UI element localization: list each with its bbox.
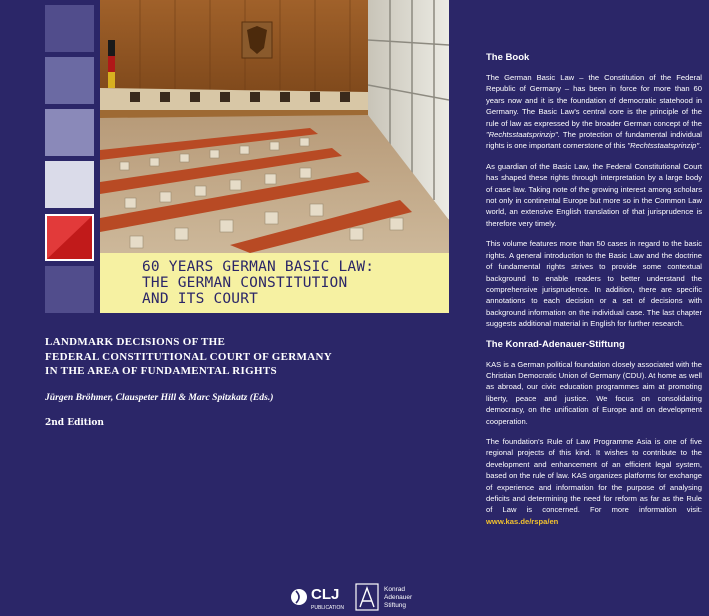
title-line-3: AND ITS COURT [142,291,259,307]
title-line-1: 60 YEARS GERMAN BASIC LAW: [142,259,375,275]
publisher-logos [290,580,490,616]
kas-logo-icon [356,584,413,610]
clj-text: CLJ [311,586,340,603]
decor-square-red [45,214,94,261]
book-paragraph-2: As guardian of the Basic Law, the Federal Constitutional Court has shaped these rights through interpretation by a large body of case law. Taking note of the growing interest among scholars not only in continental Europe but more so in the Common Law world, an extensive English translation of that jurisprudence is therefore very timely. [486,161,702,228]
book-p1-text: The German Basic Law – the Constitution of the Federal Republic of Germany – has been in force for more than 60 years now and it is the foundation of democratic statehood in Germany. The Basic Law's central core is the principle of the rule of law as expressed by the broader German concept of the [486,73,702,128]
kas-line-2: Adenauer [384,594,413,601]
decor-square-1 [45,5,94,52]
back-cover-text [486,52,702,536]
decor-square-6 [45,266,94,313]
title-line-2: THE GERMAN CONSTITUTION [142,275,348,291]
kas-paragraph-1: KAS is a German political foundation closely associated with the Christian Democratic Union of Germany (CDU). At home as well as abroad, our civic education programmes aim at promoting liberty, peace and justice. We focus on consolidating democracy, on the unification of Europe and on development cooperation. [486,359,702,426]
edition: 2nd Edition [45,418,104,428]
decor-square-2 [45,57,94,104]
book-p1-term: "Rechtsstaatsprinzip" [486,130,558,140]
book-p1-end: . [699,141,702,151]
book-p1-term2: "Rechtsstaatsprinzip" [627,141,700,151]
decor-square-4 [45,161,94,208]
book-heading: The Book [486,52,530,63]
subtitle-line-3: IN THE AREA OF FUNDAMENTAL RIGHTS [45,365,277,377]
subtitle-line-2: FEDERAL CONSTITUTIONAL COURT OF GERMANY [45,350,332,363]
kas-paragraph-2 [486,436,702,527]
kas-p2-text: The foundation's Rule of Law Programme Asia is one of five regional projects of this kind. It wishes to contribute to the development and enhancement of an efficient legal system, based on the rule of law. KAS organizes platforms for exchange of experience and information for the purpose of analysing deficits and determining the need for reform as far as the Rule of Law is concerned. For more information visit: [486,436,702,515]
book-paragraph-1 [486,72,702,152]
clj-sub: PUBLICATION [311,605,344,611]
decor-square-3 [45,109,94,156]
subtitle-line-1: LANDMARK DECISIONS OF THE [45,336,226,348]
kas-line-1: Konrad [384,586,405,593]
title-box [100,253,449,313]
kas-line-3: Stiftung [384,602,407,609]
clj-logo-icon [291,586,344,611]
kas-website-link[interactable]: www.kas.de/rspa/en [486,516,559,526]
editors: Jürgen Bröhmer, Clauspeter Hill & Marc Spitzkatz (Eds.) [45,392,274,403]
courtroom-photo [100,0,449,253]
book-paragraph-3: This volume features more than 50 cases in regard to the basic rights. A general introduction to the Basic Law and the doctrine of fundamental rights strives to provide some contextual background to enable readers to better understand the comprehensive jurisprudence. In addition, there are specific annotations to each decision or a set of decisions with background information on the individual case. The last chapter suggests additional material in English for further research. [486,239,702,329]
subtitle [45,335,375,379]
kas-heading: The Konrad-Adenauer-Stiftung [486,338,625,350]
book-p1-mid: . The protection of fundamental individual rights is one important cornerstone of this [486,130,702,151]
